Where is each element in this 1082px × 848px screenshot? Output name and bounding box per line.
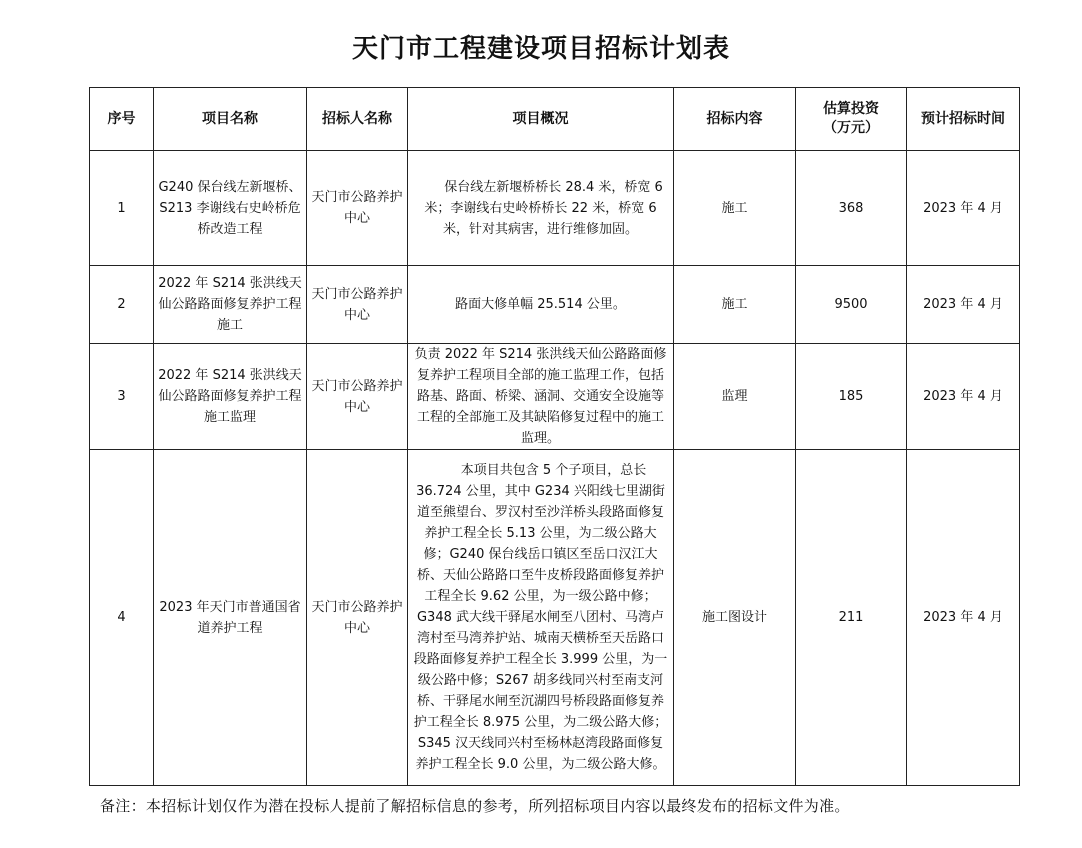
footnote: 备注：本招标计划仅作为潜在投标人提前了解招标信息的参考，所列招标项目内容以最终发布的招标文件为准。 [100,797,850,815]
header-investment-line1: 估算投资 [823,101,879,117]
header-investment [796,88,907,151]
cell-content: 监理 [674,344,796,450]
cell-content: 施工 [674,151,796,266]
cell-project-name: 2022 年 S214 张洪线天仙公路路面修复养护工程施工 [154,266,307,344]
cell-tenderer: 天门市公路养护中心 [307,450,408,786]
page-title: 天门市工程建设项目招标计划表 [351,34,730,64]
table-row [90,266,1020,344]
cell-overview: 路面大修单幅 25.514 公里。 [408,266,674,344]
cell-time: 2023 年 4 月 [907,151,1020,266]
cell-content: 施工图设计 [674,450,796,786]
cell-investment: 185 [796,344,907,450]
header-time: 预计招标时间 [907,88,1020,151]
cell-overview: 保台线左新堰桥桥长 28.4 米，桥宽 6 米；李谢线右史岭桥桥长 22 米，桥宽 6 米，针对其病害，进行维修加固。 [408,151,674,266]
header-tenderer: 招标人名称 [307,88,408,151]
table-row [90,151,1020,266]
cell-seq: 3 [90,344,154,450]
table-header-row [90,88,1020,151]
cell-tenderer: 天门市公路养护中心 [307,151,408,266]
cell-investment: 9500 [796,266,907,344]
cell-time: 2023 年 4 月 [907,266,1020,344]
header-project-name: 项目名称 [154,88,307,151]
cell-time: 2023 年 4 月 [907,450,1020,786]
cell-investment: 368 [796,151,907,266]
cell-overview: 本项目共包含 5 个子项目，总长 36.724 公里，其中 G234 兴阳线七里湖街道至熊望台、罗汉村至沙洋桥头段路面修复养护工程全长 5.13 公里，为二级公路大修；G240 保台线岳口镇区至岳口汉江大桥、天仙公路路口至牛皮桥段路面修复养护工程全长 9.62 公里，为一级公路中修；G348 武大线干驿尾水闸至八团村、马湾卢湾村至马湾养护站、城南天横桥至天岳路口段路面修复养护工程全长 3.999 公里，为一级公路中修；S267 胡多线同兴村至南支河桥、干驿尾水闸至沉湖四号桥段路面修复养护工程全长 8.975 公里，为二级公路大修；S345 汉天线同兴村至杨林赵湾段路面修复养护工程全长 9.0 公里，为二级公路大修。 [408,450,674,786]
cell-seq: 1 [90,151,154,266]
cell-project-name: G240 保台线左新堰桥、S213 李谢线右史岭桥危桥改造工程 [154,151,307,266]
cell-content: 施工 [674,266,796,344]
cell-time: 2023 年 4 月 [907,344,1020,450]
cell-seq: 2 [90,266,154,344]
cell-investment: 211 [796,450,907,786]
header-investment-line2: （万元） [823,120,879,136]
table-row [90,450,1020,786]
cell-tenderer: 天门市公路养护中心 [307,344,408,450]
header-overview: 项目概况 [408,88,674,151]
cell-tenderer: 天门市公路养护中心 [307,266,408,344]
cell-overview: 负责 2022 年 S214 张洪线天仙公路路面修复养护工程项目全部的施工监理工作，包括路基、路面、桥梁、涵洞、交通安全设施等工程的全部施工及其缺陷修复过程中的施工监理。 [408,344,674,450]
cell-project-name: 2023 年天门市普通国省道养护工程 [154,450,307,786]
cell-project-name: 2022 年 S214 张洪线天仙公路路面修复养护工程施工监理 [154,344,307,450]
cell-seq: 4 [90,450,154,786]
tender-plan-table [89,87,1020,786]
table-row [90,344,1020,450]
header-seq: 序号 [90,88,154,151]
header-content: 招标内容 [674,88,796,151]
